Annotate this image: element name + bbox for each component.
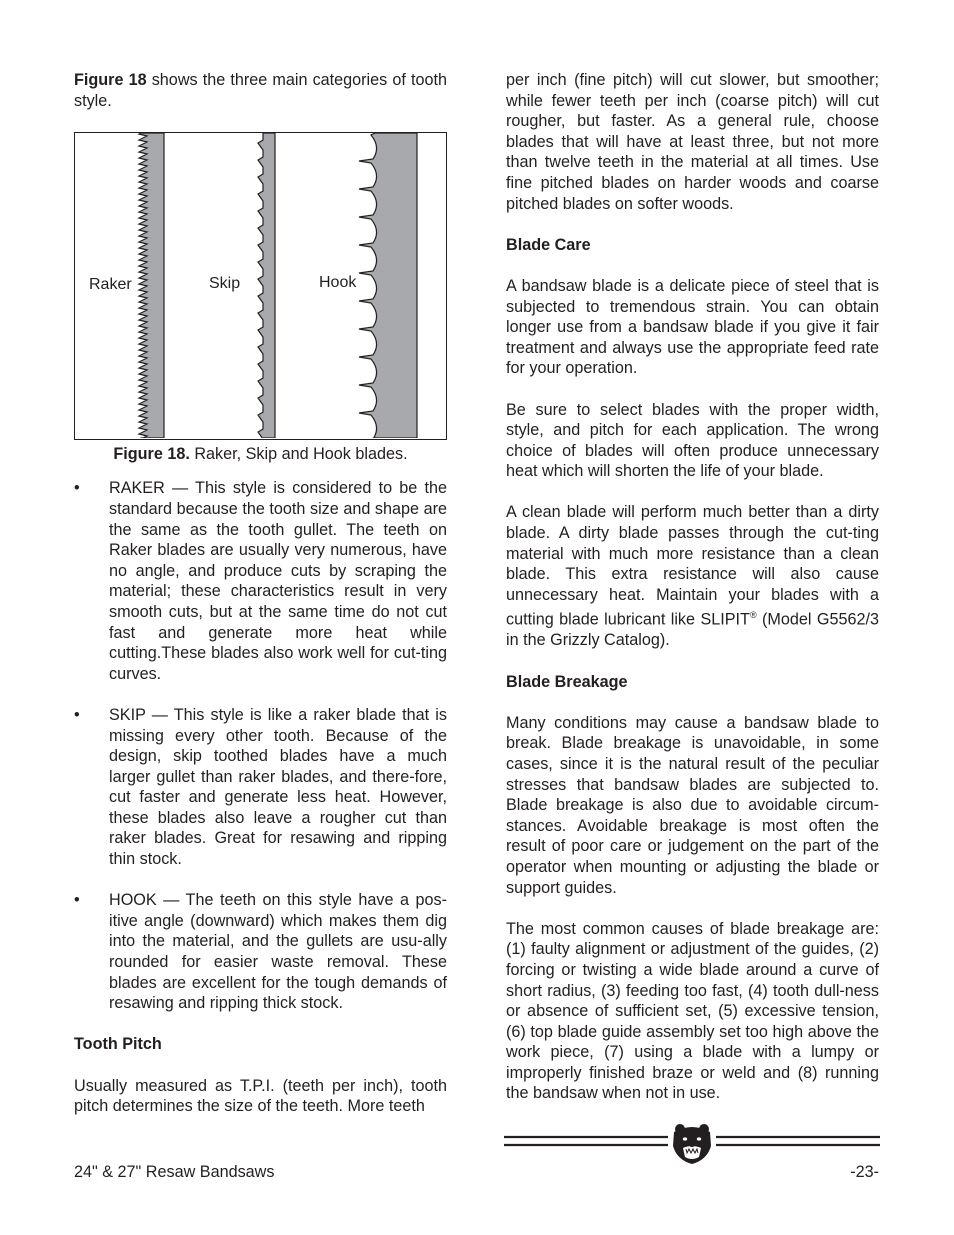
blade-breakage-paragraph-1: Many conditions may cause a bandsaw blade to break. Blade breakage is unavoidable, in some cases, since it is the natural result of the peculiar stresses that bandsaw blades are subjected to. Blade breakage is also due to avoidable circum-stances. Avoidable breakage is most often the result of poor care or judgement on the part of the operator when mounting or adjusting the blade or support guides.	[506, 713, 879, 897]
blade-breakage-paragraph-2: The most common causes of blade breakage are: (1) faulty alignment or adjustment of the guides, (2) forcing or twisting a wide blade around a curve of short radius, (3) feeding too fast, (4) tooth dull-ness or absence of sufficient set, (5) excessive tension, (6) top blade guide assembly set too high above the work piece, (7) using a blade with a lumpy or improperly finished braze or weld and (8) running the bandsaw when not in use.	[506, 919, 879, 1103]
right-column	[506, 70, 879, 1125]
list-item-hook: • HOOK — The teeth on this style have a pos-itive angle (downward) which makes them dig into the material, and the gullets are usu-ally rounded for easier waste removal. These blades are excellent for the tough demands of resawing and ripping thick stock.	[74, 891, 447, 1013]
figure-reference: Figure 18	[74, 71, 147, 89]
registered-mark: ®	[749, 610, 757, 621]
tooth-pitch-paragraph-end: per inch (fine pitch) will cut slower, but smoother; while fewer teeth per inch (coarse pitch) will cut rougher, but faster. As a general rule, choose blades that will have at least three, but not more than twelve teeth in the material at all times. Use fine pitched blades on harder woods and coarse pitched blades on softer woods.	[506, 71, 879, 213]
raker-label: Raker	[89, 275, 132, 293]
figure-caption: Figure 18. Raker, Skip and Hook blades.	[113, 444, 408, 463]
hook-label: Hook	[319, 273, 357, 291]
hook-blade	[359, 133, 417, 438]
tooth-style-list	[74, 478, 447, 1013]
list-item-raker: • RAKER — This style is considered to be the standard because the tooth size and shape are the same as the tooth gullet. The teeth on Raker blades are usually very numerous, have no angle, and produce cuts by scraping the material; these characteristics result in very smooth cuts, but at the same time do not cut fast and generate more heat while cutting.These blades also work well for cut-ting curves.	[74, 479, 447, 683]
intro-paragraph: Figure 18 shows the three main categories of tooth style.	[74, 71, 447, 110]
blade-care-heading: Blade Care	[506, 235, 591, 254]
blade-care-paragraph-1: A bandsaw blade is a delicate piece of steel that is subjected to tremendous strain. You can obtain longer use from a bandsaw blade if you give it fair treatment and always use the appropriate feed rate for your operation.	[506, 276, 879, 378]
blade-breakage-heading: Blade Breakage	[506, 672, 628, 691]
tooth-pitch-paragraph-start: Usually measured as T.P.I. (teeth per inch), tooth pitch determines the size of the teeth. More teeth	[74, 1076, 447, 1116]
skip-label: Skip	[209, 274, 241, 292]
list-item-skip: • SKIP — This style is like a raker blade that is missing every other tooth. Because of the design, skip toothed blades have a much larger gullet than raker blades, and there-fore, cut faster and generate less heat. However, these blades also leave a rougher cut than raker blades. Great for resawing and ripping thin stock.	[74, 705, 447, 869]
page-number: -23-	[850, 1163, 879, 1181]
raker-blade	[139, 133, 164, 438]
grizzly-bear-logo	[504, 1120, 881, 1168]
blade-care-paragraph-3: A clean blade will perform much better than a dirty blade. A dirty blade passes through the cut-ting material with much more resistance than a clean blade. This extra resistance will also cause unnecessary heat. Maintain your blades with a cutting blade lubricant like SLIPIT® (Model G5562/3 in the Grizzly Catalog).	[506, 503, 879, 650]
left-column	[74, 70, 447, 1117]
skip-blade	[258, 133, 275, 438]
footer-rule-with-logo	[504, 1120, 881, 1168]
figure-18	[74, 132, 447, 440]
footer-title: 24" & 27" Resaw Bandsaws	[74, 1163, 275, 1181]
blade-care-paragraph-2: Be sure to select blades with the proper width, style, and pitch for each application. The wrong choice of blades will often produce unnecessary heat which will shorten the life of your blade.	[506, 400, 879, 481]
tooth-pitch-heading: Tooth Pitch	[74, 1035, 162, 1054]
